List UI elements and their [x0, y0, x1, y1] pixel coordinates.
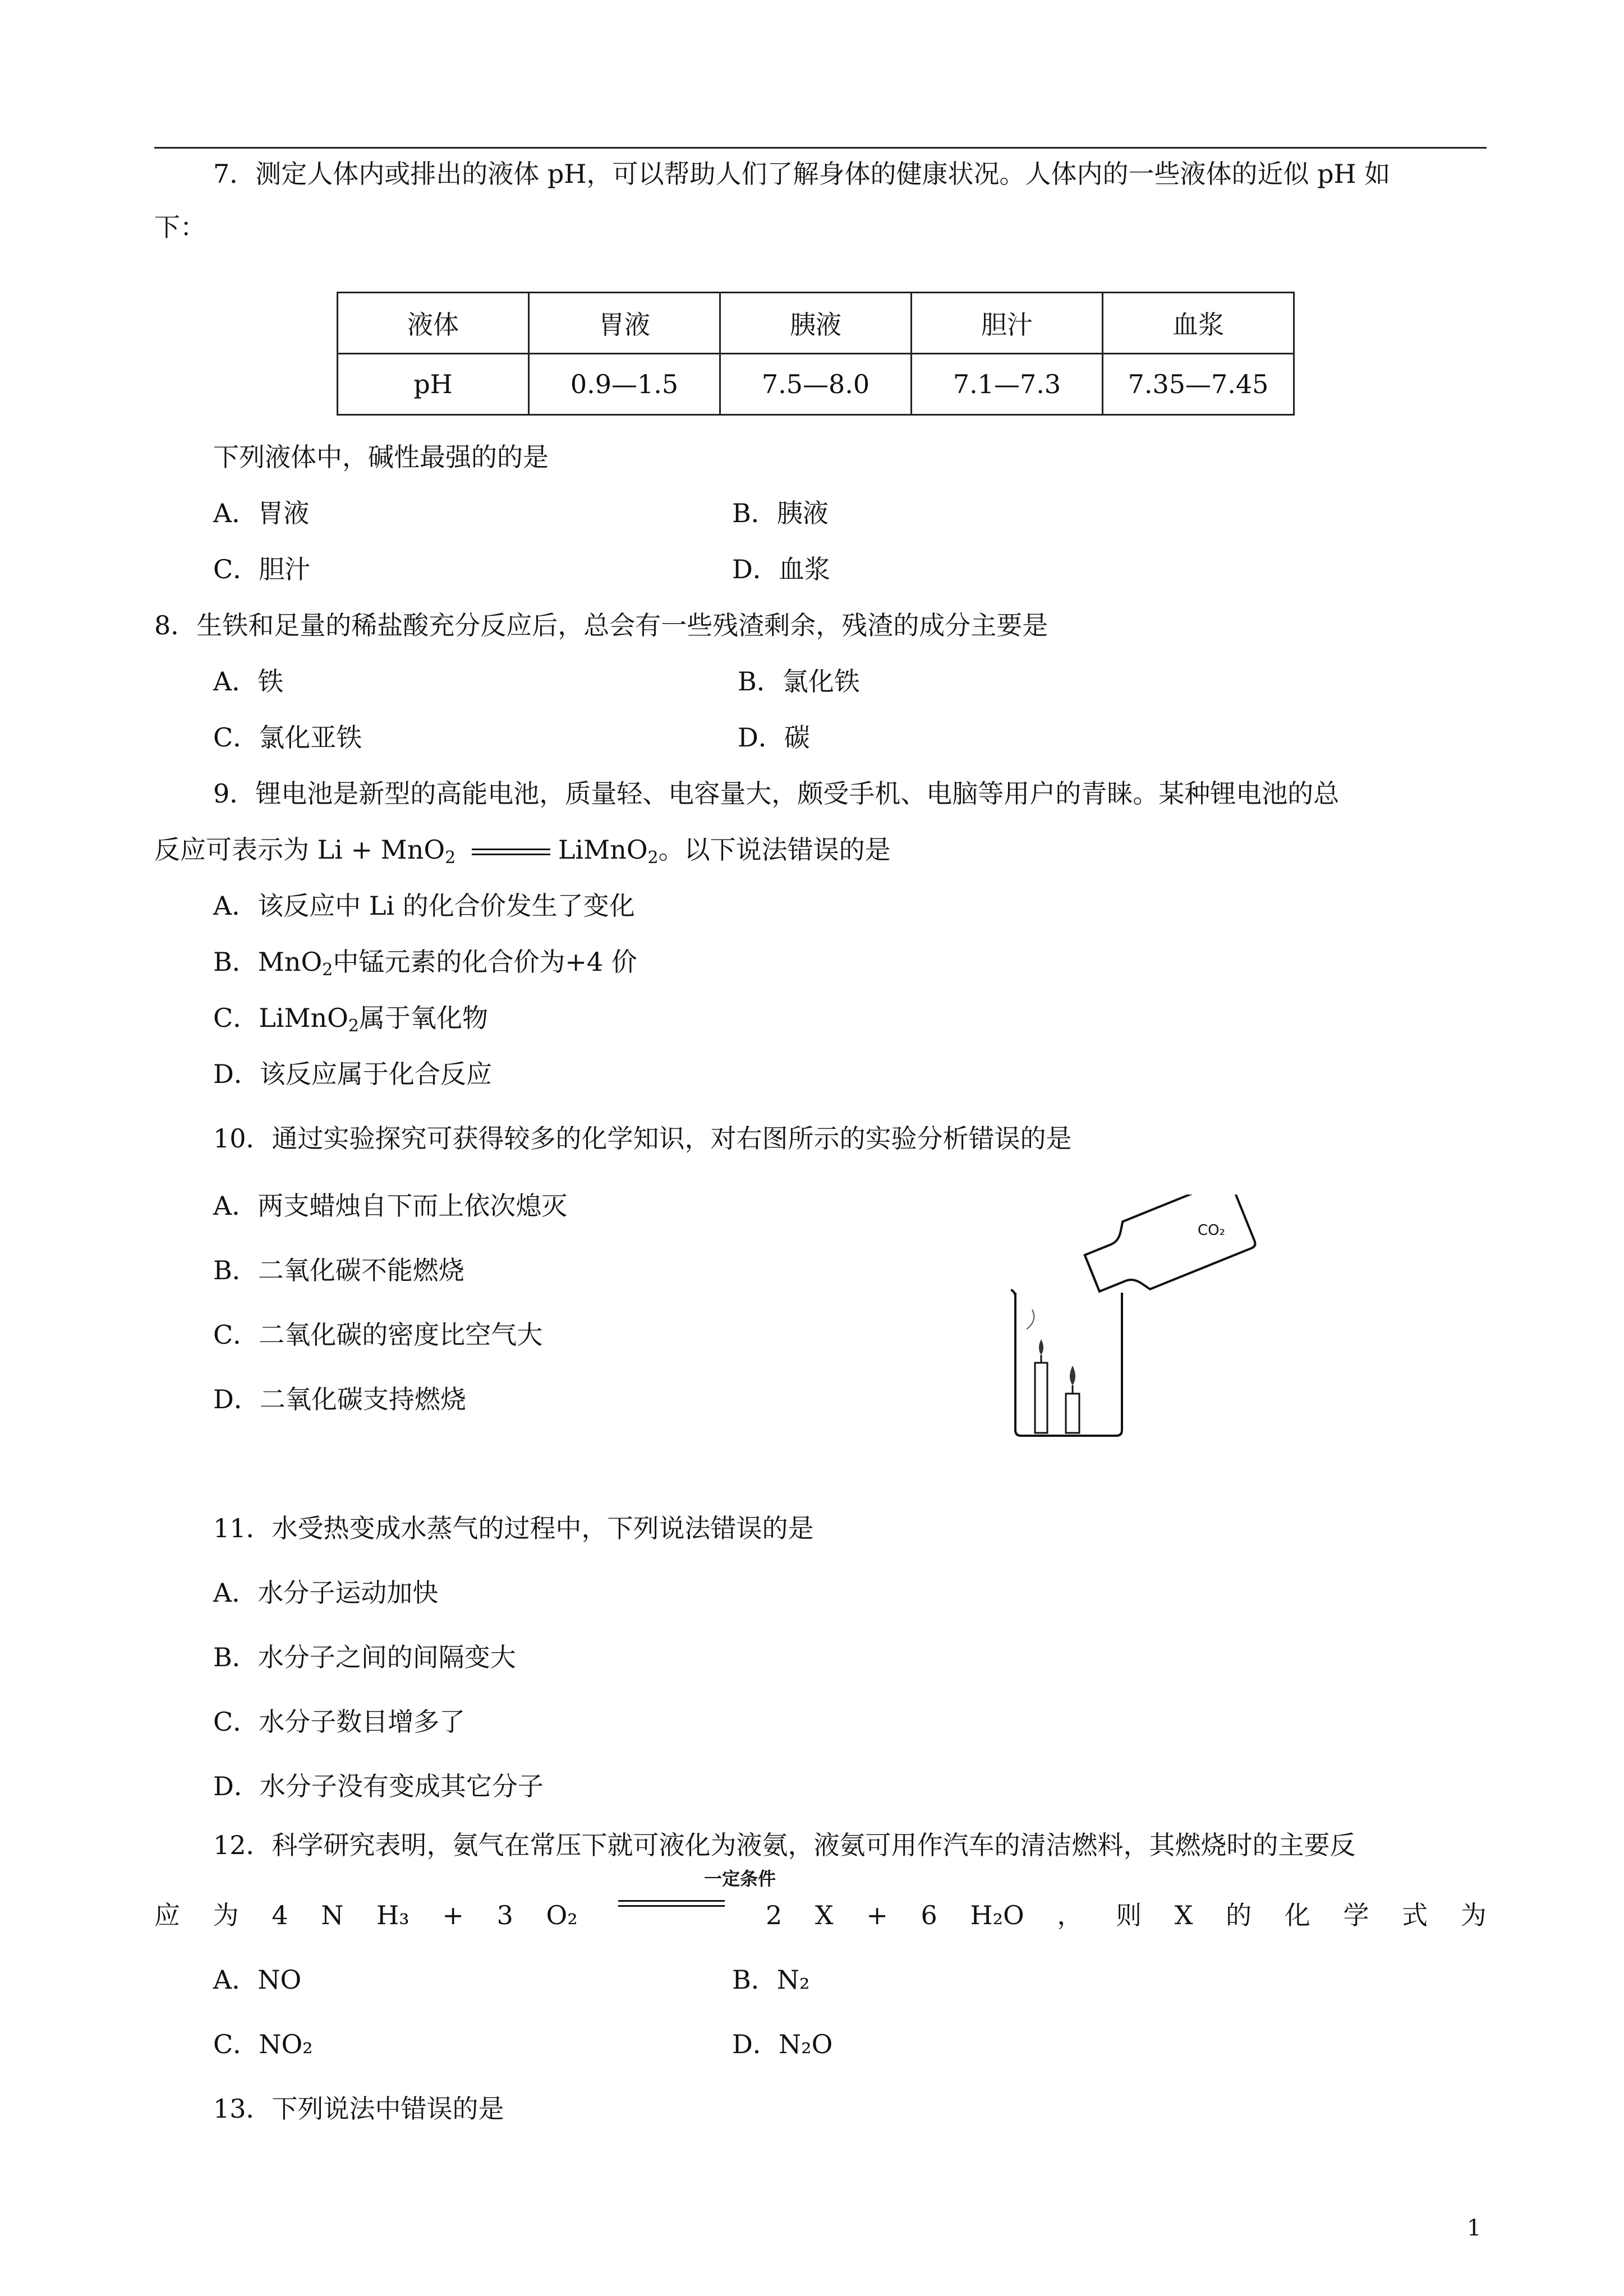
co2-label: CO₂ [1198, 1222, 1226, 1239]
q9-stem-line2 [154, 833, 891, 866]
eq-token: 学 [1343, 1900, 1369, 1930]
q8-option-a: A．铁 [213, 666, 284, 697]
gas-bottle-icon [1079, 1195, 1257, 1307]
table-row [338, 293, 1294, 354]
eq-token: H₃ [376, 1900, 410, 1930]
q8-option-b: B．氯化铁 [738, 666, 860, 697]
equals-sign [472, 847, 550, 857]
q10-stem: 10．通过实验探究可获得较多的化学知识，对右图所示的实验分析错误的是 [213, 1123, 1072, 1154]
eq-token: O₂ [546, 1900, 578, 1930]
eq-token: 为 [1460, 1900, 1487, 1930]
table-cell: 血浆 [1103, 293, 1294, 354]
table-cell: 0.9—1.5 [529, 354, 720, 415]
q12-option-b: B．N₂ [732, 1965, 810, 1995]
q11-option-c: C．水分子数目增多了 [213, 1707, 466, 1737]
q7-question: 下列液体中，碱性最强的的是 [213, 442, 549, 472]
q9-option-d: D．该反应属于化合反应 [213, 1059, 492, 1089]
q12-stem-line1: 12．科学研究表明，氨气在常压下就可液化为液氨，液氨可用作汽车的清洁燃料，其燃烧时的主要反 [213, 1830, 1356, 1860]
eq-token: 应 [154, 1900, 180, 1930]
q11-option-b: B．水分子之间的间隔变大 [213, 1642, 516, 1672]
table-cell: 液体 [338, 293, 529, 354]
eq-token: X [1174, 1900, 1193, 1930]
q7-option-b: B．胰液 [732, 498, 829, 528]
q9-option-c-pre: C．LiMnO [213, 1003, 348, 1033]
table-cell: 胃液 [529, 293, 720, 354]
q9-eq-middle: LiMnO [558, 835, 648, 865]
table-row [338, 354, 1294, 415]
q9-eq-prefix: 反应可表示为 Li + MnO [154, 835, 445, 865]
q9-option-b [213, 945, 637, 979]
table-cell: pH [338, 354, 529, 415]
table-cell: 胆汁 [912, 293, 1103, 354]
ph-table [337, 292, 1295, 416]
q12-option-c: C．NO₂ [213, 2029, 313, 2059]
eq-token: 为 [213, 1900, 239, 1930]
subscript: 2 [348, 1016, 359, 1036]
reaction-condition: 一定条件 [704, 1868, 776, 1889]
q7-option-a: A．胃液 [213, 498, 310, 528]
q9-option-c [213, 1001, 488, 1035]
q7-stem-line2: 下： [154, 212, 206, 242]
table-cell: 7.1—7.3 [912, 354, 1103, 415]
q10-option-c: C．二氧化碳的密度比空气大 [213, 1320, 543, 1350]
q11-option-a: A．水分子运动加快 [213, 1578, 439, 1608]
table-cell: 7.5—8.0 [720, 354, 912, 415]
q13-stem: 13．下列说法中错误的是 [213, 2094, 504, 2124]
eq-token: X [815, 1900, 834, 1930]
eq-token: 6 [921, 1900, 937, 1930]
eq-token: 4 [272, 1900, 288, 1930]
eq-token: N [321, 1900, 344, 1930]
eq-token: H₂O [970, 1900, 1024, 1930]
eq-token: ， [1057, 1900, 1083, 1930]
q12-option-d: D．N₂O [732, 2029, 833, 2059]
q9-option-b-pre: B．MnO [213, 947, 323, 977]
eq-token: 化 [1284, 1900, 1310, 1930]
eq-token: 3 [496, 1900, 513, 1930]
subscript: 2 [322, 960, 333, 980]
q8-option-d: D．碳 [738, 722, 810, 753]
q10-option-d: D．二氧化碳支持燃烧 [213, 1384, 466, 1414]
q11-stem: 11．水受热变成水蒸气的过程中，下列说法错误的是 [213, 1513, 814, 1543]
table-cell: 胰液 [720, 293, 912, 354]
q9-option-a: A．该反应中 Li 的化合价发生了变化 [213, 891, 635, 921]
q9-eq-suffix: 。以下说法错误的是 [658, 835, 891, 865]
eq-token: 2 [765, 1900, 783, 1930]
q7-option-c: C．胆汁 [213, 554, 311, 584]
q10-option-a: A．两支蜡烛自下而上依次熄灭 [213, 1191, 568, 1221]
subscript: 2 [647, 848, 659, 868]
q8-stem: 8．生铁和足量的稀盐酸充分反应后，总会有一些残渣剩余，残渣的成分主要是 [154, 610, 1048, 640]
q8-option-c: C．氯化亚铁 [213, 722, 362, 753]
subscript: 2 [445, 848, 456, 868]
eq-token: 的 [1226, 1900, 1252, 1930]
q12-equation-line [154, 1898, 1487, 1932]
q7-stem-line1: 7．测定人体内或排出的液体 pH，可以帮助人们了解身体的健康状况。人体内的一些液体的近似 pH 如 [213, 159, 1391, 189]
gas-stream [1027, 1310, 1034, 1329]
eq-token: 式 [1402, 1900, 1428, 1930]
eq-token: + [866, 1900, 888, 1930]
equals-sign [618, 1898, 725, 1908]
page-number: 1 [1467, 2215, 1482, 2241]
co2-pouring-figure [1004, 1195, 1273, 1453]
table-cell: 7.35—7.45 [1103, 354, 1294, 415]
q9-option-c-post: 属于氧化物 [359, 1003, 488, 1033]
q11-option-d: D．水分子没有变成其它分子 [213, 1771, 544, 1801]
q9-stem-line1: 9．锂电池是新型的高能电池，质量轻、电容量大，颇受手机、电脑等用户的青睐。某种锂电池的总 [213, 778, 1340, 809]
q12-option-a: A．NO [213, 1965, 302, 1995]
q9-option-b-post: 中锰元素的化合价为+4 价 [333, 947, 637, 977]
q10-option-b: B．二氧化碳不能燃烧 [213, 1255, 464, 1285]
eq-token: 则 [1116, 1900, 1142, 1930]
eq-token: + [442, 1900, 464, 1930]
header-rule [154, 147, 1487, 149]
q7-option-d: D．血浆 [732, 554, 830, 584]
